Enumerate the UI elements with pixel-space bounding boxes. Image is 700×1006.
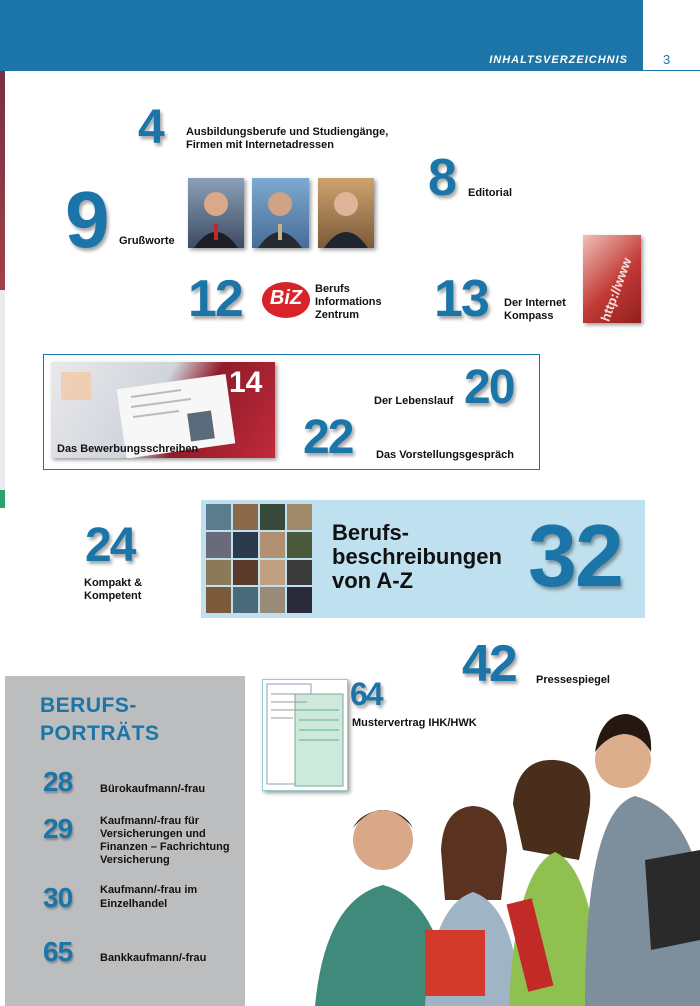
- toc-label-12-line2[interactable]: Informations: [315, 296, 382, 308]
- students-photo: [255, 700, 700, 1006]
- portrait-photo-1: [188, 178, 244, 248]
- toc-label-13-line1[interactable]: Der Internet: [504, 297, 566, 309]
- banner-label-line2[interactable]: beschreibungen: [332, 544, 502, 569]
- portrait-label-28[interactable]: Bürokaufmann/-frau: [100, 783, 206, 795]
- toc-number-64[interactable]: 64: [350, 676, 382, 712]
- toc-label-42[interactable]: Pressespiegel: [536, 674, 610, 686]
- toc-label-64[interactable]: Mustervertrag IHK/HWK: [352, 717, 477, 729]
- portrait-label-29-line2[interactable]: Versicherungen und: [100, 828, 206, 840]
- portrait-label-29-line3[interactable]: Finanzen – Fachrichtung: [100, 841, 230, 853]
- toc-number-13[interactable]: 13: [434, 270, 488, 328]
- edge-strip-light: [0, 290, 5, 490]
- toc-label-20[interactable]: Der Lebenslauf: [374, 395, 454, 407]
- toc-number-9[interactable]: 9: [65, 175, 108, 264]
- portrait-label-65[interactable]: Bankkaufmann/-frau: [100, 952, 207, 964]
- header-gap: [643, 0, 700, 71]
- portrait-label-29-line1[interactable]: Kaufmann/-frau für: [100, 815, 199, 827]
- toc-number-32[interactable]: 32: [528, 506, 622, 605]
- section-title: INHALTSVERZEICHNIS: [489, 54, 628, 66]
- toc-number-24[interactable]: 24: [85, 519, 135, 572]
- portrait-label-29-line4[interactable]: Versicherung: [100, 854, 170, 866]
- toc-label-24-line2[interactable]: Kompetent: [84, 590, 142, 602]
- portrait-label-30-line2[interactable]: Einzelhandel: [100, 898, 168, 910]
- toc-number-42[interactable]: 42: [462, 635, 516, 693]
- toc-label-14[interactable]: Das Bewerbungsschreiben: [57, 443, 199, 455]
- panel-title-line1: BERUFS-: [40, 694, 137, 717]
- portrait-photo-3: [318, 178, 374, 248]
- panel-title-line2: PORTRÄTS: [40, 722, 160, 745]
- toc-label-24-line1[interactable]: Kompakt &: [84, 577, 143, 589]
- internet-kompass-image-text: http://www: [597, 255, 635, 323]
- page-number: 3: [663, 52, 671, 67]
- banner-label-line3[interactable]: von A-Z: [332, 568, 414, 593]
- toc-label-4-line2[interactable]: Firmen mit Internetadressen: [186, 139, 334, 151]
- edge-strip-green: [0, 490, 5, 508]
- portrait-number-30[interactable]: 30: [43, 882, 73, 913]
- portrait-photo-2: [252, 178, 309, 248]
- panel-title: [40, 692, 160, 748]
- toc-number-8[interactable]: 8: [428, 149, 455, 207]
- portrait-number-65[interactable]: 65: [43, 936, 73, 967]
- portrait-number-29[interactable]: 29: [43, 813, 73, 844]
- toc-number-20[interactable]: 20: [464, 361, 514, 414]
- toc-number-4[interactable]: 4: [138, 101, 163, 154]
- header-rule: [643, 70, 700, 71]
- toc-label-8[interactable]: Editorial: [468, 187, 513, 199]
- biz-logo-text: BiZ: [269, 287, 303, 309]
- toc-label-22[interactable]: Das Vorstellungsgespräch: [376, 449, 514, 461]
- toc-number-12[interactable]: 12: [188, 270, 242, 328]
- collage-image: [206, 504, 312, 613]
- toc-label-13-line2[interactable]: Kompass: [504, 310, 554, 322]
- toc-label-12-line3[interactable]: Zentrum: [315, 309, 359, 321]
- internet-kompass-image: [583, 235, 641, 323]
- toc-label-9[interactable]: Grußworte: [119, 235, 175, 247]
- banner-label-line1[interactable]: Berufs-: [332, 520, 410, 545]
- portrait-figure-icon: [318, 178, 374, 248]
- toc-number-22[interactable]: 22: [303, 411, 353, 464]
- toc-label-12-line1[interactable]: Berufs: [315, 283, 350, 295]
- toc-number-14[interactable]: 14: [229, 366, 263, 399]
- portrait-label-30-line1[interactable]: Kaufmann/-frau im: [100, 884, 198, 896]
- portrait-number-28[interactable]: 28: [43, 766, 73, 797]
- toc-label-4-line1[interactable]: Ausbildungsberufe und Studiengänge,: [186, 126, 389, 138]
- portrait-figure-icon: [188, 178, 244, 248]
- portrait-figure-icon: [252, 178, 309, 248]
